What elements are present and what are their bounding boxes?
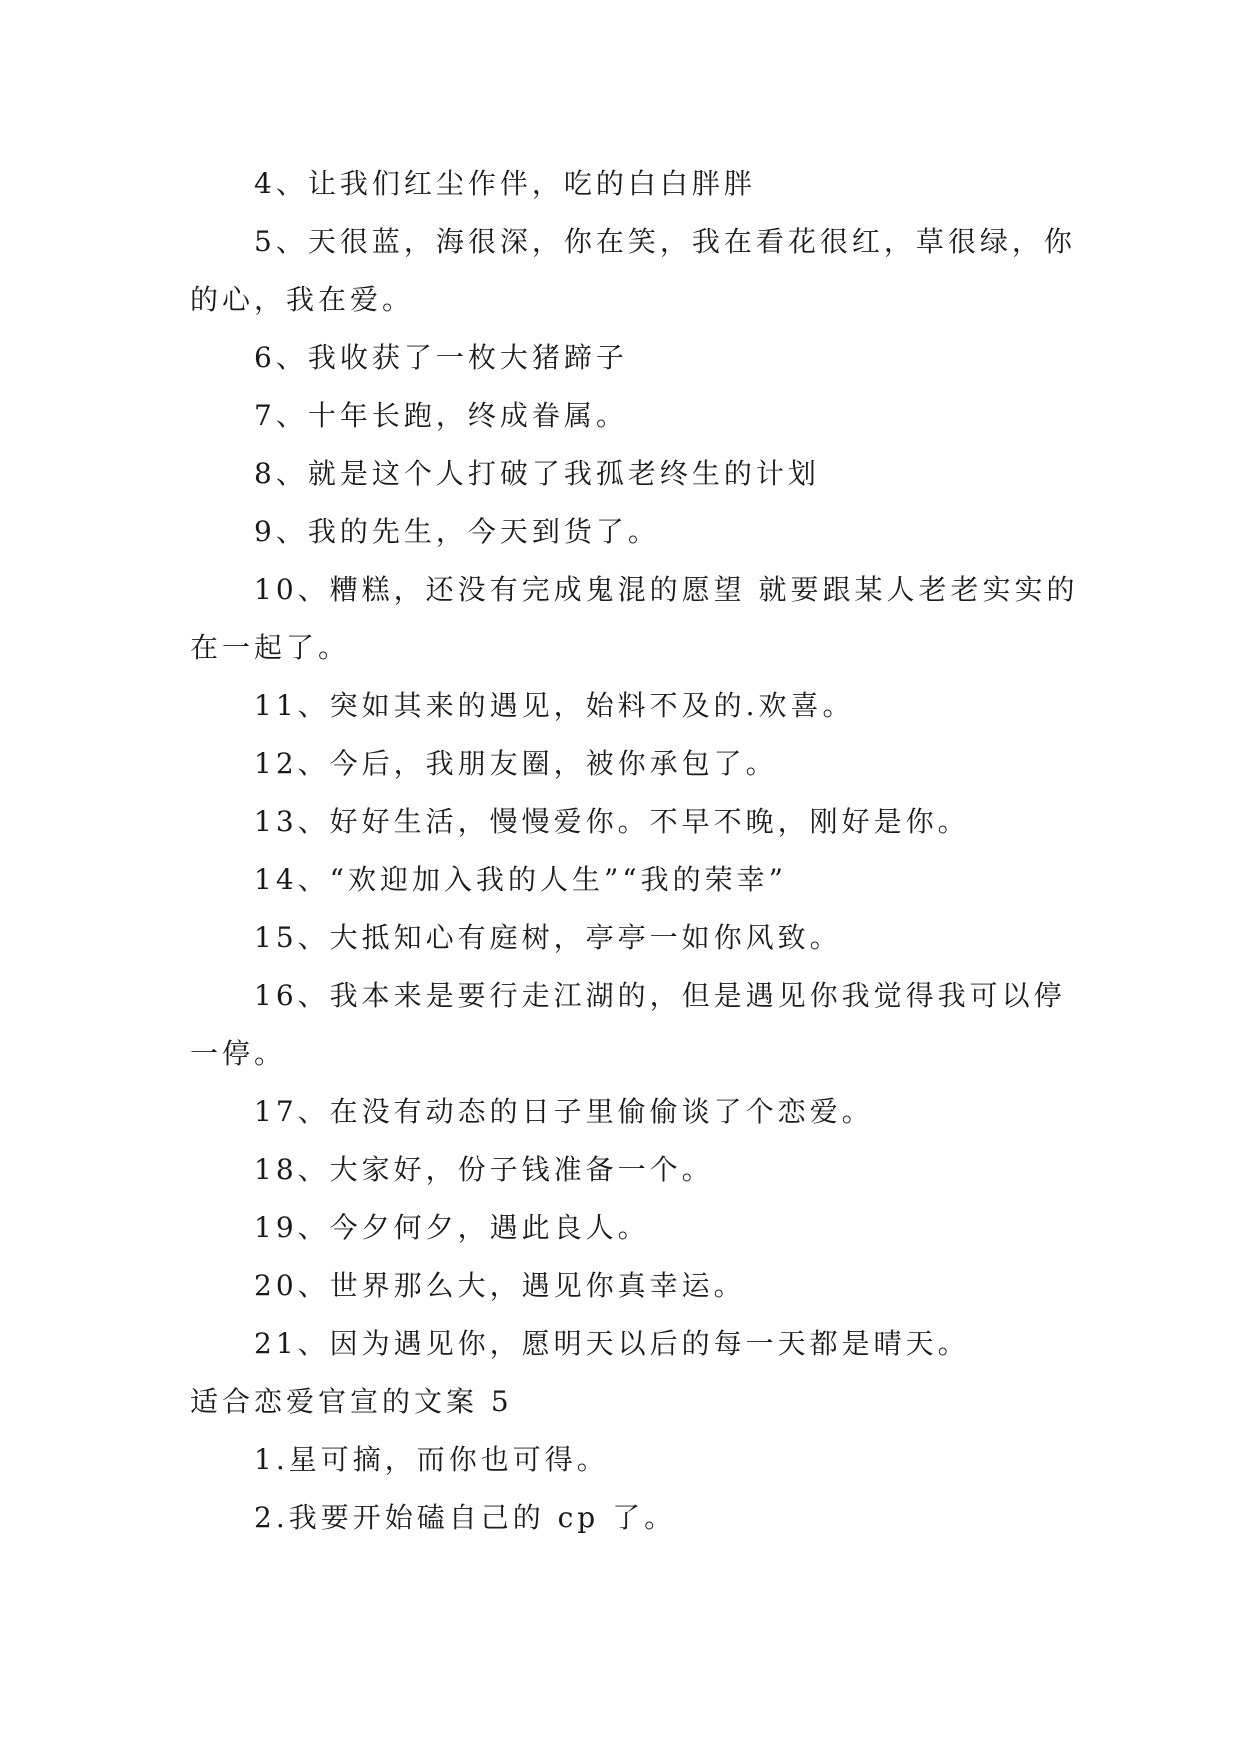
paragraph-item-10: 10、糟糕，还没有完成鬼混的愿望 就要跟某人老老实实的在一起了。	[190, 573, 1079, 664]
paragraph-item-s5-2: 2.我要开始磕自己的 cp 了。	[254, 1501, 677, 1534]
paragraph-item-14: 14、“欢迎加入我的人生”“我的荣幸”	[254, 863, 787, 896]
paragraph-item-8: 8、就是这个人打破了我孤老终生的计划	[254, 457, 820, 490]
paragraph-item-13: 13、好好生活，慢慢爱你。不早不晚，刚好是你。	[254, 805, 970, 838]
paragraph-item-19: 19、今夕何夕，遇此良人。	[254, 1211, 650, 1244]
paragraph-item-21: 21、因为遇见你，愿明天以后的每一天都是晴天。	[254, 1327, 970, 1360]
paragraph-item-7: 7、十年长跑，终成眷属。	[254, 399, 628, 432]
paragraph-item-s5-1: 1.星可摘，而你也可得。	[254, 1443, 609, 1476]
paragraph-item-4: 4、让我们红尘作伴，吃的白白胖胖	[254, 167, 756, 200]
paragraph-item-12: 12、今后，我朋友圈，被你承包了。	[254, 747, 778, 780]
paragraph-item-5: 5、天很蓝，海很深，你在笑，我在看花很红，草很绿，你的心，我在爱。	[190, 225, 1076, 316]
paragraph-item-9: 9、我的先生，今天到货了。	[254, 515, 660, 548]
document-body	[190, 155, 1090, 1547]
section-heading: 适合恋爱官宣的文案 5	[190, 1385, 513, 1418]
paragraph-item-17: 17、在没有动态的日子里偷偷谈了个恋爱。	[254, 1095, 874, 1128]
paragraph-item-6: 6、我收获了一枚大猪蹄子	[254, 341, 628, 374]
paragraph-item-11: 11、突如其来的遇见，始料不及的.欢喜。	[254, 689, 855, 722]
paragraph-item-20: 20、世界那么大，遇见你真幸运。	[254, 1269, 746, 1302]
paragraph-item-18: 18、大家好，份子钱准备一个。	[254, 1153, 714, 1186]
paragraph-item-15: 15、大抵知心有庭树，亭亭一如你风致。	[254, 921, 842, 954]
paragraph-item-16: 16、我本来是要行走江湖的，但是遇见你我觉得我可以停一停。	[190, 979, 1066, 1070]
